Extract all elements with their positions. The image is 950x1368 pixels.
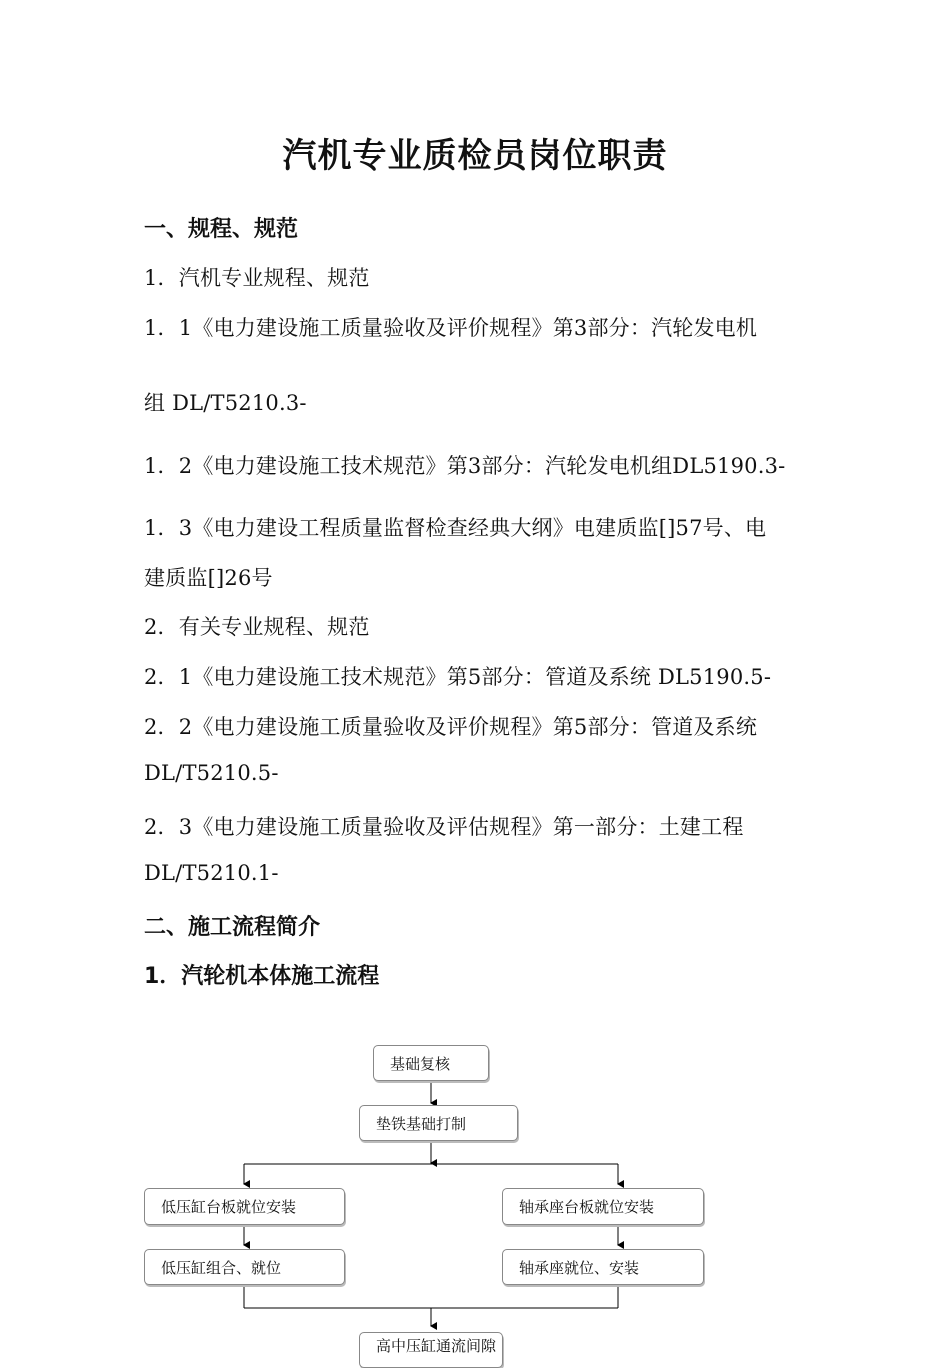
text-line: 组 DL/T5210.3- [144,391,307,415]
text-line: 2．有关专业规程、规范 [144,615,370,639]
flow-step-foundation-check: 基础复核 [373,1045,489,1081]
flow-step-hp-partial: 高中压缸通流间隙 [359,1332,503,1368]
flow-step-bearing-install: 轴承座就位、安装 [502,1249,704,1285]
text-line: 1．汽机专业规程、规范 [144,266,370,290]
text-line: DL/T5210.5- [144,761,279,785]
flow-step-bearing-plate: 轴承座台板就位安装 [502,1188,704,1225]
subheading-turbine-process: 1．汽轮机本体施工流程 [144,964,380,989]
text-line: DL/T5210.1- [144,861,279,885]
flow-step-lp-assembly: 低压缸组合、就位 [144,1249,345,1285]
text-line: 1．3《电力建设工程质量监督检查经典大纲》电建质监[]57号、电 [144,516,767,540]
text-line: 建质监[]26号 [144,566,273,590]
text-line: 1．1《电力建设施工质量验收及评价规程》第3部分：汽轮发电机 [144,316,758,340]
section-heading-standards: 一、规程、规范 [144,217,299,242]
flow-step-shim-foundation: 垫铁基础打制 [359,1105,518,1141]
text-line: 2．1《电力建设施工技术规范》第5部分：管道及系统 DL5190.5- [144,665,772,689]
flowchart [0,1030,950,1355]
section-heading-process: 二、施工流程简介 [144,915,321,940]
text-line: 2．3《电力建设施工质量验收及评估规程》第一部分：土建工程 [144,815,744,839]
flow-step-lp-plate: 低压缸台板就位安装 [144,1188,345,1225]
text-line: 1．2《电力建设施工技术规范》第3部分：汽轮发电机组DL5190.3- [144,454,786,478]
page-title: 汽机专业质检员岗位职责 [282,136,668,176]
text-line: 2．2《电力建设施工质量验收及评价规程》第5部分：管道及系统 [144,715,758,739]
